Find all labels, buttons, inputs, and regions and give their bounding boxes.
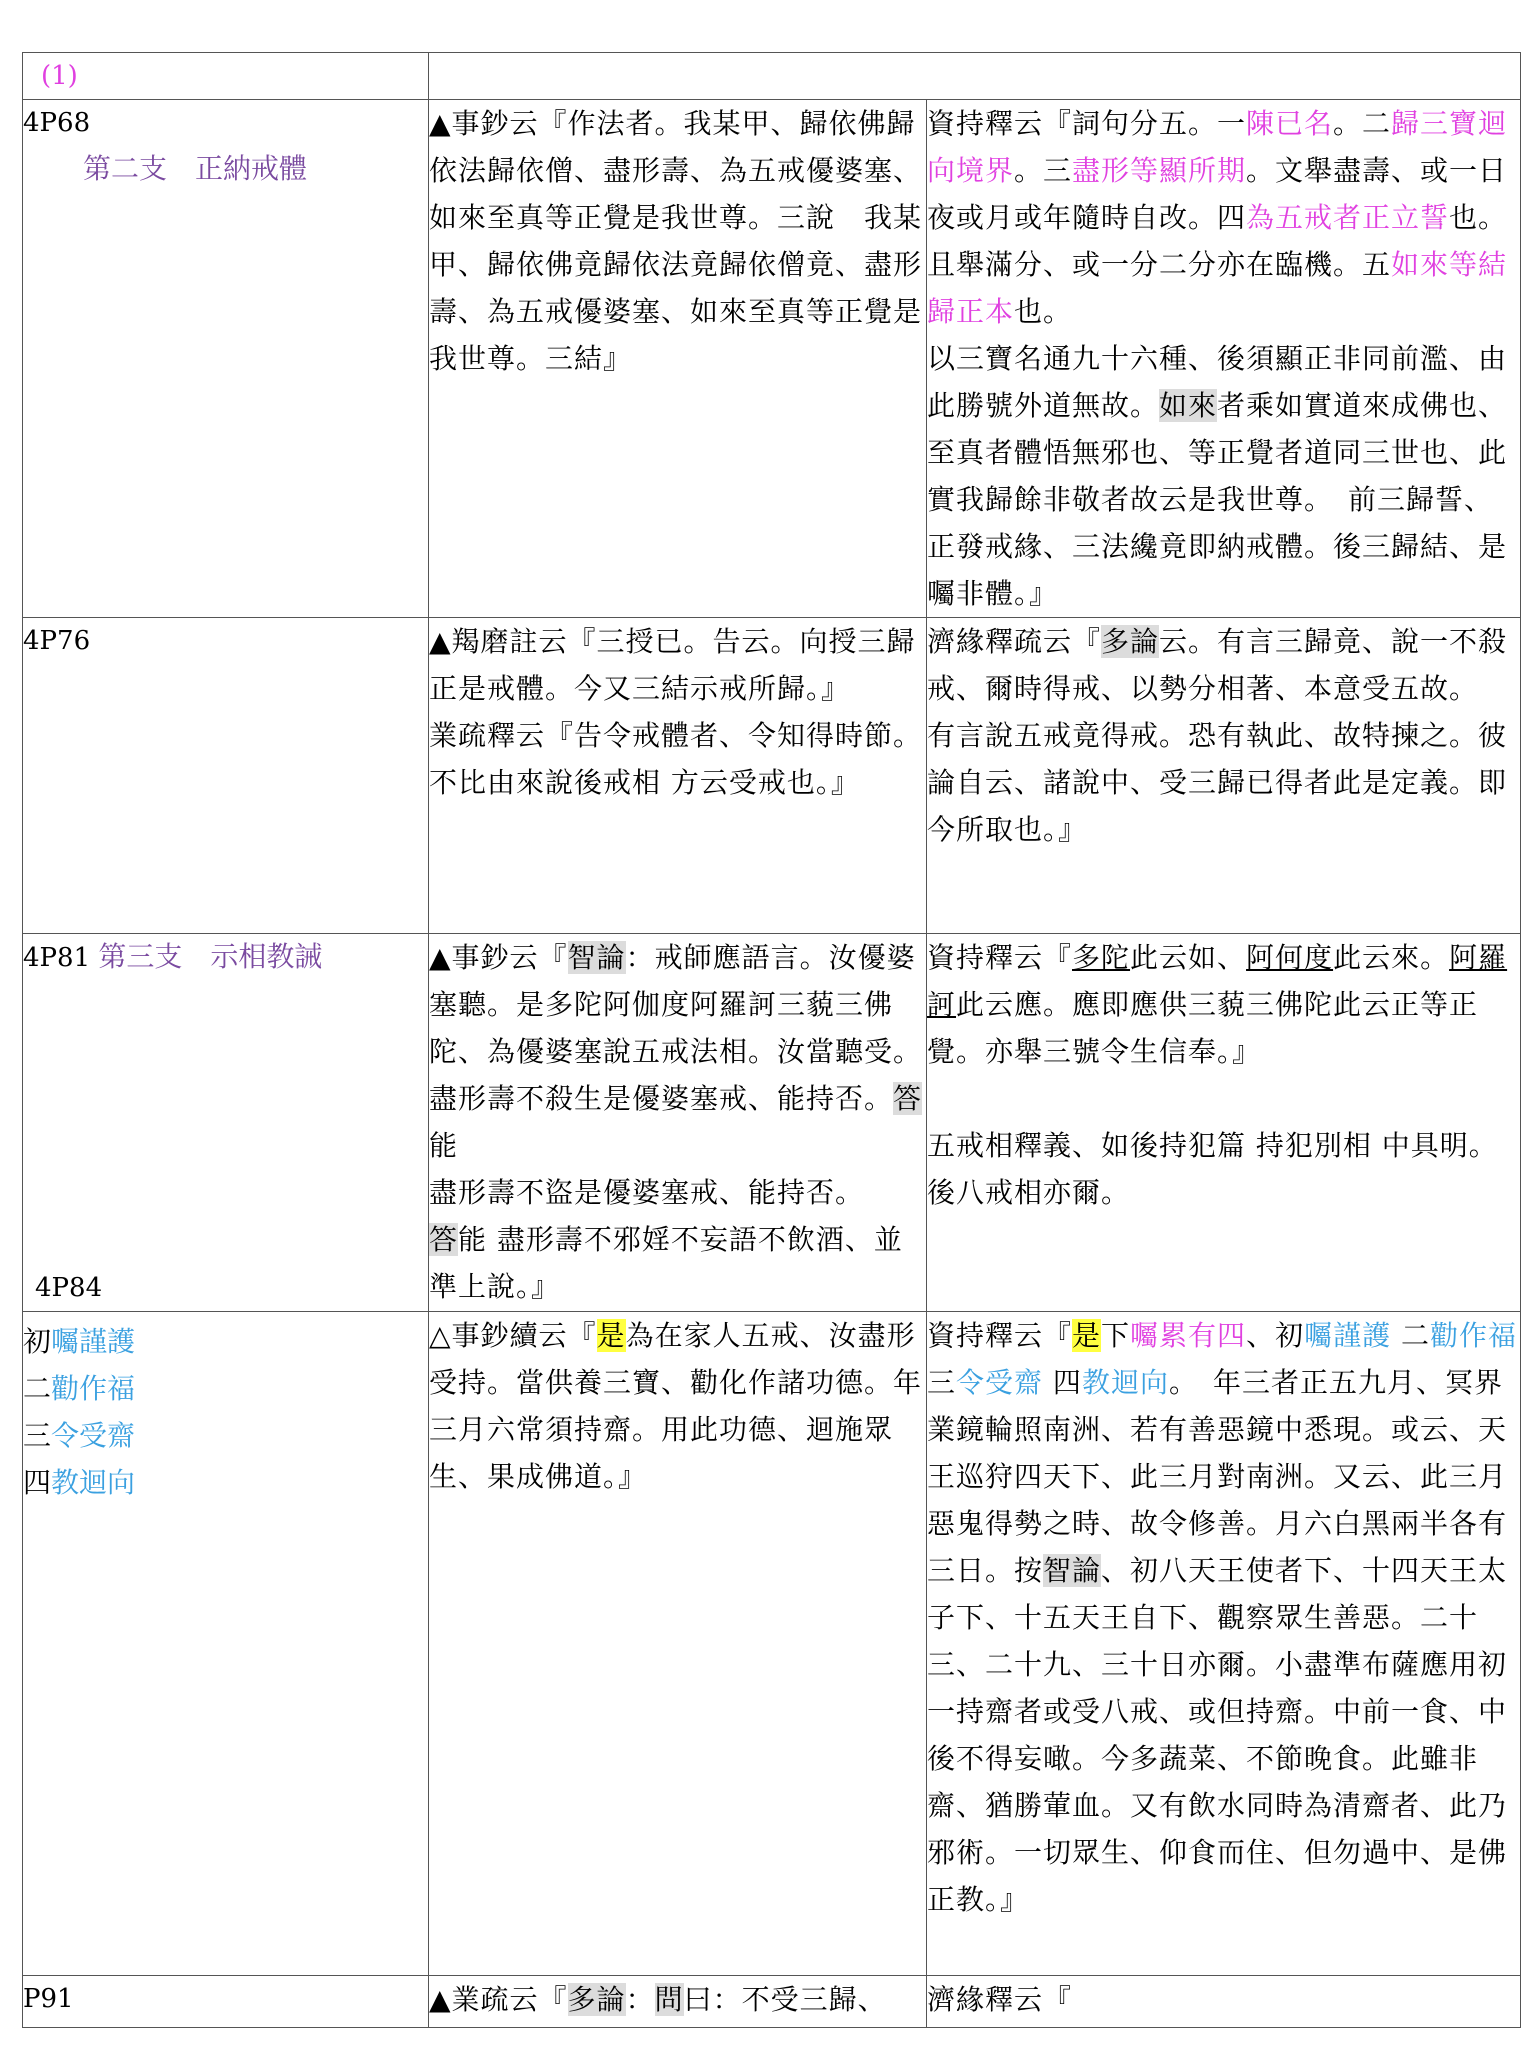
source-text: ▲羯磨註云『三授已。告云。向授三歸正是戒體。今又三結示戒所歸。』 [429, 625, 916, 705]
text: ▲事鈔云『 [429, 941, 568, 974]
underlined-term: 阿羅訶 [927, 941, 1508, 1021]
list-number: 三 [23, 1419, 52, 1452]
text: 此云應。應即應供三藐三佛陀此云正等正覺。亦舉三號令生信奉。』 [927, 988, 1479, 1068]
text: 云。有言三歸竟、說一不殺戒、爾時得戒、以勢分相著、本意受五故。 [927, 625, 1508, 705]
commentary-cell [927, 934, 1521, 1312]
source-text-cell [429, 100, 927, 618]
emphasis: 為五戒者正立誓 [1246, 201, 1450, 234]
highlight: 如來 [1159, 389, 1218, 422]
text: 下 [1101, 1319, 1131, 1352]
list-item [23, 1365, 428, 1412]
text: 濟緣釋疏云『 [927, 625, 1102, 658]
text: 盡形壽不盜是優婆塞戒、能持否。 [429, 1176, 865, 1209]
text: ：戒師應語言。汝優婆塞聽。是多陀阿伽度阿羅訶三藐三佛陀、為優婆塞說五戒法相。汝當聽受。盡形壽不殺生是優婆塞戒、能持否。 [429, 941, 923, 1115]
text: 。 年三者正五九月、冥界業鏡輪照南洲、若有善惡鏡中悉現。或云、天王巡狩四天下、此三月對南洲。又云、此三月惡鬼得勢之時、故令修善。月六白黑兩半各有三日。按 [927, 1366, 1508, 1587]
highlight: 是 [596, 1319, 626, 1352]
text: 、初八天王使者下、十四天王太子下、十五天王自下、觀察眾生善惡。二十三、二十九、三十日亦爾。小盡準布薩應用初一持齋者或受八戒、或但持齋。中前一食、中後不得妄噉。今多蔬菜、不節晚食。此雖非齋、猶勝葷血。又有飲水同時為清齋者、此乃邪術。一切眾生、仰食而住、但勿過中、是佛正教。』 [927, 1554, 1508, 1916]
blank-line [927, 1075, 1520, 1122]
source-text: ▲事鈔云『作法者。我某甲、歸依佛歸依法歸依僧、盡形壽、為五戒優婆塞、如來至真等正覺是我世尊。三說 我某甲、歸依佛竟歸依法竟歸依僧竟、盡形壽、為五戒優婆塞、如來至真等正覺是我世尊。三結』 [429, 107, 923, 375]
highlight: 是 [1072, 1319, 1102, 1352]
text: 有言說五戒竟得戒。恐有執此、故特揀之。彼論自云、諸說中、受三歸已得者此是定義。即今所取也。』 [927, 719, 1508, 846]
highlight: 多論 [1101, 625, 1160, 658]
text: 資持釋云『詞句分五。一 [927, 107, 1247, 140]
ref-cell [23, 618, 429, 934]
ref-cell [23, 1976, 429, 2028]
section-heading: 第二支 正納戒體 [83, 152, 308, 185]
header-empty-cell [429, 53, 1521, 100]
emphasis: 囑累有四 [1130, 1319, 1247, 1352]
text: 三 [927, 1366, 957, 1399]
source-text: 業疏釋云『告令戒體者、令知得時節。不比由來說後戒相 方云受戒也。』 [429, 719, 923, 799]
header-cell [23, 53, 429, 100]
table-row [23, 100, 1521, 618]
text: 資持釋云『 [927, 1319, 1073, 1352]
header-row [23, 53, 1521, 100]
page-ref-heading [23, 934, 428, 981]
source-text-cell [429, 934, 927, 1312]
ref-cell [23, 934, 429, 1312]
list-item [23, 1412, 428, 1459]
text: 濟緣釋云『 [927, 1983, 1073, 2016]
list-number: 初 [23, 1325, 52, 1358]
text: ▲業疏云『 [429, 1983, 568, 2016]
text: 五戒相釋義、如後持犯篇 持犯別相 中具明。後八戒相亦爾。 [927, 1129, 1498, 1209]
text: 者乘如實道來成佛也、至真者體悟無邪也、等正覺者道同三世也、此實我歸餘非敬者故云是我世尊。 前三歸誓、正發戒緣、三法纔竟即納戒體。後三歸結、是囑非體。』 [927, 389, 1508, 610]
emphasis: 盡形等顯所期 [1072, 154, 1247, 187]
table-row [23, 1312, 1521, 1976]
list-text: 勸作福 [51, 1372, 136, 1405]
text: 資持釋云『 [927, 941, 1073, 974]
text: ： [625, 1983, 655, 2016]
highlight: 答 [429, 1223, 459, 1256]
text: 曰：不受三歸、 [683, 1983, 887, 2016]
emphasis: 勸作福 [1430, 1319, 1518, 1352]
ref-cell [23, 100, 429, 618]
highlight: 問 [654, 1983, 684, 2016]
ref-cell [23, 1312, 429, 1976]
text: 此云來。 [1333, 941, 1450, 974]
highlight: 答 [893, 1082, 923, 1115]
table-row [23, 934, 1521, 1312]
page-ref: 4P68 [23, 108, 91, 138]
text: 此云如、 [1130, 941, 1247, 974]
text: 能 盡形壽不邪婬不妄語不飲酒、並準上說。』 [429, 1223, 903, 1303]
list-text: 教迴向 [51, 1466, 136, 1499]
text: 。二 [1333, 107, 1392, 140]
commentary-cell [927, 618, 1521, 934]
highlight: 多論 [567, 1983, 626, 2016]
list-number: 四 [23, 1466, 52, 1499]
commentary-cell [927, 1312, 1521, 1976]
section-number: (1) [41, 61, 78, 91]
source-text-cell [429, 1976, 927, 2028]
text: 能 [429, 1129, 459, 1162]
emphasis: 令受齋 [956, 1366, 1044, 1399]
text: 、初 [1246, 1319, 1305, 1352]
list-text: 囑謹護 [51, 1325, 136, 1358]
emphasis: 囑謹護 [1304, 1319, 1392, 1352]
source-text-cell [429, 618, 927, 934]
text: 以三寶名通九十六種、後須顯正非同前濫、由此勝號外道無故。 [927, 342, 1508, 422]
underlined-term: 多陀 [1072, 941, 1131, 974]
text: 四 [1043, 1366, 1082, 1399]
list-item [23, 1459, 428, 1506]
list-text: 令受齋 [51, 1419, 136, 1452]
text: 。文舉盡壽、或一日夜或月或年隨時自改。四 [927, 154, 1508, 234]
emphasis: 教迴向 [1081, 1366, 1169, 1399]
commentary-cell [927, 1976, 1521, 2028]
list-number: 二 [23, 1372, 52, 1405]
text: △事鈔續云『 [429, 1319, 597, 1352]
page-ref: 4P84 [35, 1273, 103, 1303]
highlight: 智論 [1043, 1554, 1102, 1587]
page-ref: 4P81 [23, 943, 91, 973]
commentary-cell [927, 100, 1521, 618]
page-ref: P91 [23, 1984, 74, 2014]
underlined-term: 阿何度 [1246, 941, 1334, 974]
text: 為在家人五戒、汝盡形受持。當供養三寶、勸化作諸功德。年三月六常須持齋。用此功德、迴施眾生、果成佛道。』 [429, 1319, 923, 1493]
table-row [23, 618, 1521, 934]
page-ref: 4P76 [23, 626, 91, 656]
list-item [23, 1318, 428, 1365]
text: 也。 [1014, 295, 1073, 328]
text: 二 [1391, 1319, 1430, 1352]
emphasis: 歸三寶迴向境界 [927, 107, 1508, 187]
text: 也。且舉滿分、或一分二分亦在臨機。五 [927, 201, 1508, 281]
section-heading: 第三支 示相教誡 [98, 940, 323, 973]
highlight: 智論 [567, 941, 626, 974]
text: 。三 [1014, 154, 1073, 187]
source-text-cell [429, 1312, 927, 1976]
table-row [23, 1976, 1521, 2028]
emphasis: 陳已名 [1246, 107, 1334, 140]
commentary-table [22, 52, 1521, 2028]
emphasis: 如來等結歸正本 [927, 248, 1508, 328]
